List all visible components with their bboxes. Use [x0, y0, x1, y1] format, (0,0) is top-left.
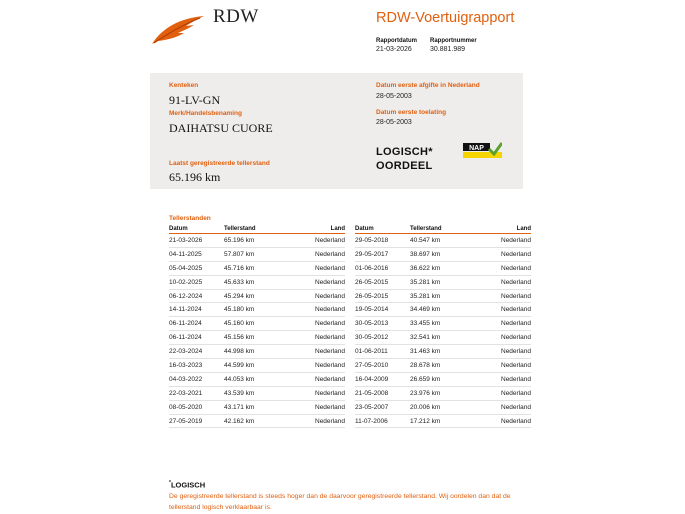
verdict-line-2: OORDEEL: [376, 160, 433, 172]
row-country: Nederland: [501, 375, 531, 383]
readings-table-left: [169, 224, 345, 428]
table-row: [169, 276, 345, 290]
row-reading: 17.212 km: [410, 417, 441, 425]
row-country: Nederland: [501, 334, 531, 342]
table-row: [169, 290, 345, 304]
row-reading: 42.162 km: [224, 417, 255, 425]
row-date: 06-11-2024: [169, 320, 202, 328]
row-country: Nederland: [501, 361, 531, 369]
row-country: Nederland: [315, 306, 345, 314]
row-date: 29-05-2017: [355, 250, 389, 258]
row-date: 26-05-2015: [355, 292, 389, 300]
table-row: [355, 373, 531, 387]
footnote-title: [169, 480, 205, 490]
row-country: Nederland: [315, 348, 345, 356]
row-reading: 28.678 km: [410, 361, 441, 369]
row-date: 04-03-2022: [169, 375, 203, 383]
readings-title: Tellerstanden: [169, 215, 211, 222]
table-row: [169, 345, 345, 359]
table-row: [355, 276, 531, 290]
row-country: Nederland: [501, 403, 531, 411]
odometer-value: 65.196 km: [169, 170, 221, 184]
row-reading: 45.633 km: [224, 278, 255, 286]
plate-value: 91-LV-GN: [169, 93, 221, 107]
row-country: Nederland: [501, 264, 531, 272]
row-date: 08-05-2020: [169, 403, 203, 411]
table-row: [355, 345, 531, 359]
row-country: Nederland: [501, 417, 531, 425]
table-row: [355, 387, 531, 401]
row-country: Nederland: [501, 348, 531, 356]
row-date: 11-07-2006: [355, 417, 388, 425]
row-country: Nederland: [315, 417, 345, 425]
col-country: Land: [330, 225, 345, 232]
make-label: Merk/Handelsbenaming: [169, 110, 242, 117]
table-row: [355, 359, 531, 373]
table-row: [169, 317, 345, 331]
table-row: [355, 303, 531, 317]
table-header: [355, 224, 531, 234]
row-reading: 35.281 km: [410, 292, 441, 300]
odometer-label: Laatst geregistreerde tellerstand: [169, 160, 270, 167]
row-reading: 45.156 km: [224, 334, 255, 342]
row-country: Nederland: [315, 320, 345, 328]
row-date: 10-02-2025: [169, 278, 203, 286]
row-date: 22-03-2024: [169, 348, 203, 356]
table-row: [169, 331, 345, 345]
row-country: Nederland: [315, 250, 345, 258]
row-country: Nederland: [315, 278, 345, 286]
table-row: [169, 359, 345, 373]
row-reading: 23.976 km: [410, 389, 441, 397]
table-row: [169, 248, 345, 262]
table-header: [169, 224, 345, 234]
first-nl-value: 28-05-2003: [376, 93, 412, 100]
table-row: [355, 248, 531, 262]
row-country: Nederland: [315, 334, 345, 342]
verdict: [376, 145, 433, 173]
table-row: [355, 415, 531, 429]
table-row: [355, 234, 531, 248]
row-reading: 33.455 km: [410, 320, 441, 328]
rdw-wing-logo-icon: [150, 14, 206, 46]
row-date: 04-11-2025: [169, 250, 202, 258]
col-reading: Tellerstand: [410, 225, 442, 232]
row-country: Nederland: [315, 292, 345, 300]
row-reading: 20.006 km: [410, 403, 441, 411]
row-reading: 57.807 km: [224, 250, 255, 258]
row-date: 27-05-2010: [355, 361, 389, 369]
row-reading: 45.716 km: [224, 264, 255, 272]
row-reading: 38.697 km: [410, 250, 441, 258]
row-date: 01-06-2016: [355, 264, 389, 272]
row-date: 19-05-2014: [355, 306, 389, 314]
row-reading: 44.998 km: [224, 348, 255, 356]
row-date: 06-11-2024: [169, 334, 202, 342]
verdict-line-1: LOGISCH*: [376, 146, 433, 158]
row-date: 06-12-2024: [169, 292, 203, 300]
footnote-asterisk: *: [169, 480, 171, 486]
table-row: [169, 415, 345, 429]
row-country: Nederland: [501, 320, 531, 328]
row-country: Nederland: [501, 389, 531, 397]
row-reading: 36.622 km: [410, 264, 441, 272]
report-title: RDW-Voertuigrapport: [376, 10, 515, 26]
row-country: Nederland: [315, 375, 345, 383]
col-country: Land: [516, 225, 531, 232]
report-date: 21-03-2026: [376, 46, 412, 53]
report-date-label: Rapportdatum: [376, 38, 417, 44]
first-admission-label: Datum eerste toelating: [376, 109, 447, 116]
row-reading: 45.160 km: [224, 320, 255, 328]
table-row: [169, 262, 345, 276]
footnote-text: De geregistreerde tellerstand is steeds hoger dan de daarvoor geregistreerde tellerstand. Wij oordelen dan dat de tellerstand logisch verklaarbaar is.: [169, 493, 511, 511]
table-row: [169, 401, 345, 415]
row-reading: 44.599 km: [224, 361, 255, 369]
table-row: [355, 317, 531, 331]
row-country: Nederland: [315, 389, 345, 397]
plate-label: Kenteken: [169, 82, 199, 89]
nap-label: NAP: [469, 145, 484, 152]
row-reading: 32.541 km: [410, 334, 441, 342]
row-date: 01-06-2011: [355, 348, 388, 356]
table-row: [169, 387, 345, 401]
row-reading: 43.171 km: [224, 403, 255, 411]
report-number-label: Rapportnummer: [430, 38, 477, 44]
table-row: [169, 373, 345, 387]
footnote-title-text: LOGISCH: [170, 480, 206, 490]
row-reading: 26.659 km: [410, 375, 441, 383]
row-country: Nederland: [315, 361, 345, 369]
row-country: Nederland: [315, 264, 345, 272]
row-date: 26-05-2015: [355, 278, 389, 286]
row-date: 30-05-2012: [355, 334, 389, 342]
row-date: 23-05-2007: [355, 403, 389, 411]
first-nl-label: Datum eerste afgifte in Nederland: [376, 82, 480, 89]
row-country: Nederland: [501, 292, 531, 300]
row-reading: 45.294 km: [224, 292, 255, 300]
row-reading: 45.180 km: [224, 306, 255, 314]
row-country: Nederland: [501, 236, 531, 244]
row-reading: 65.196 km: [224, 236, 255, 244]
row-date: 05-04-2025: [169, 264, 203, 272]
col-reading: Tellerstand: [224, 225, 256, 232]
make-value: DAIHATSU CUORE: [169, 121, 273, 135]
row-date: 21-05-2008: [355, 389, 389, 397]
row-country: Nederland: [315, 403, 345, 411]
row-reading: 43.539 km: [224, 389, 255, 397]
row-date: 29-05-2018: [355, 236, 389, 244]
row-date: 22-03-2021: [169, 389, 203, 397]
row-country: Nederland: [501, 278, 531, 286]
report-number: 30.881.989: [430, 46, 466, 53]
row-date: 16-04-2009: [355, 375, 389, 383]
row-date: 27-05-2019: [169, 417, 203, 425]
first-admission-value: 28-05-2003: [376, 119, 412, 126]
table-row: [355, 331, 531, 345]
row-reading: 35.281 km: [410, 278, 441, 286]
col-date: Datum: [169, 225, 188, 232]
row-date: 14-11-2024: [169, 306, 202, 314]
table-row: [355, 290, 531, 304]
brand-name: RDW: [213, 6, 259, 27]
readings-table-right: [355, 224, 531, 428]
table-row: [169, 234, 345, 248]
table-row: [355, 262, 531, 276]
row-reading: 34.469 km: [410, 306, 441, 314]
nap-check-logo-icon: [463, 142, 502, 158]
row-date: 16-03-2023: [169, 361, 203, 369]
table-row: [355, 401, 531, 415]
row-reading: 44.053 km: [224, 375, 255, 383]
row-date: 21-03-2026: [169, 236, 203, 244]
col-date: Datum: [355, 225, 374, 232]
row-reading: 40.547 km: [410, 236, 441, 244]
row-country: Nederland: [501, 306, 531, 314]
row-date: 30-05-2013: [355, 320, 389, 328]
table-row: [169, 303, 345, 317]
row-country: Nederland: [501, 250, 531, 258]
row-country: Nederland: [315, 236, 345, 244]
row-reading: 31.463 km: [410, 348, 441, 356]
